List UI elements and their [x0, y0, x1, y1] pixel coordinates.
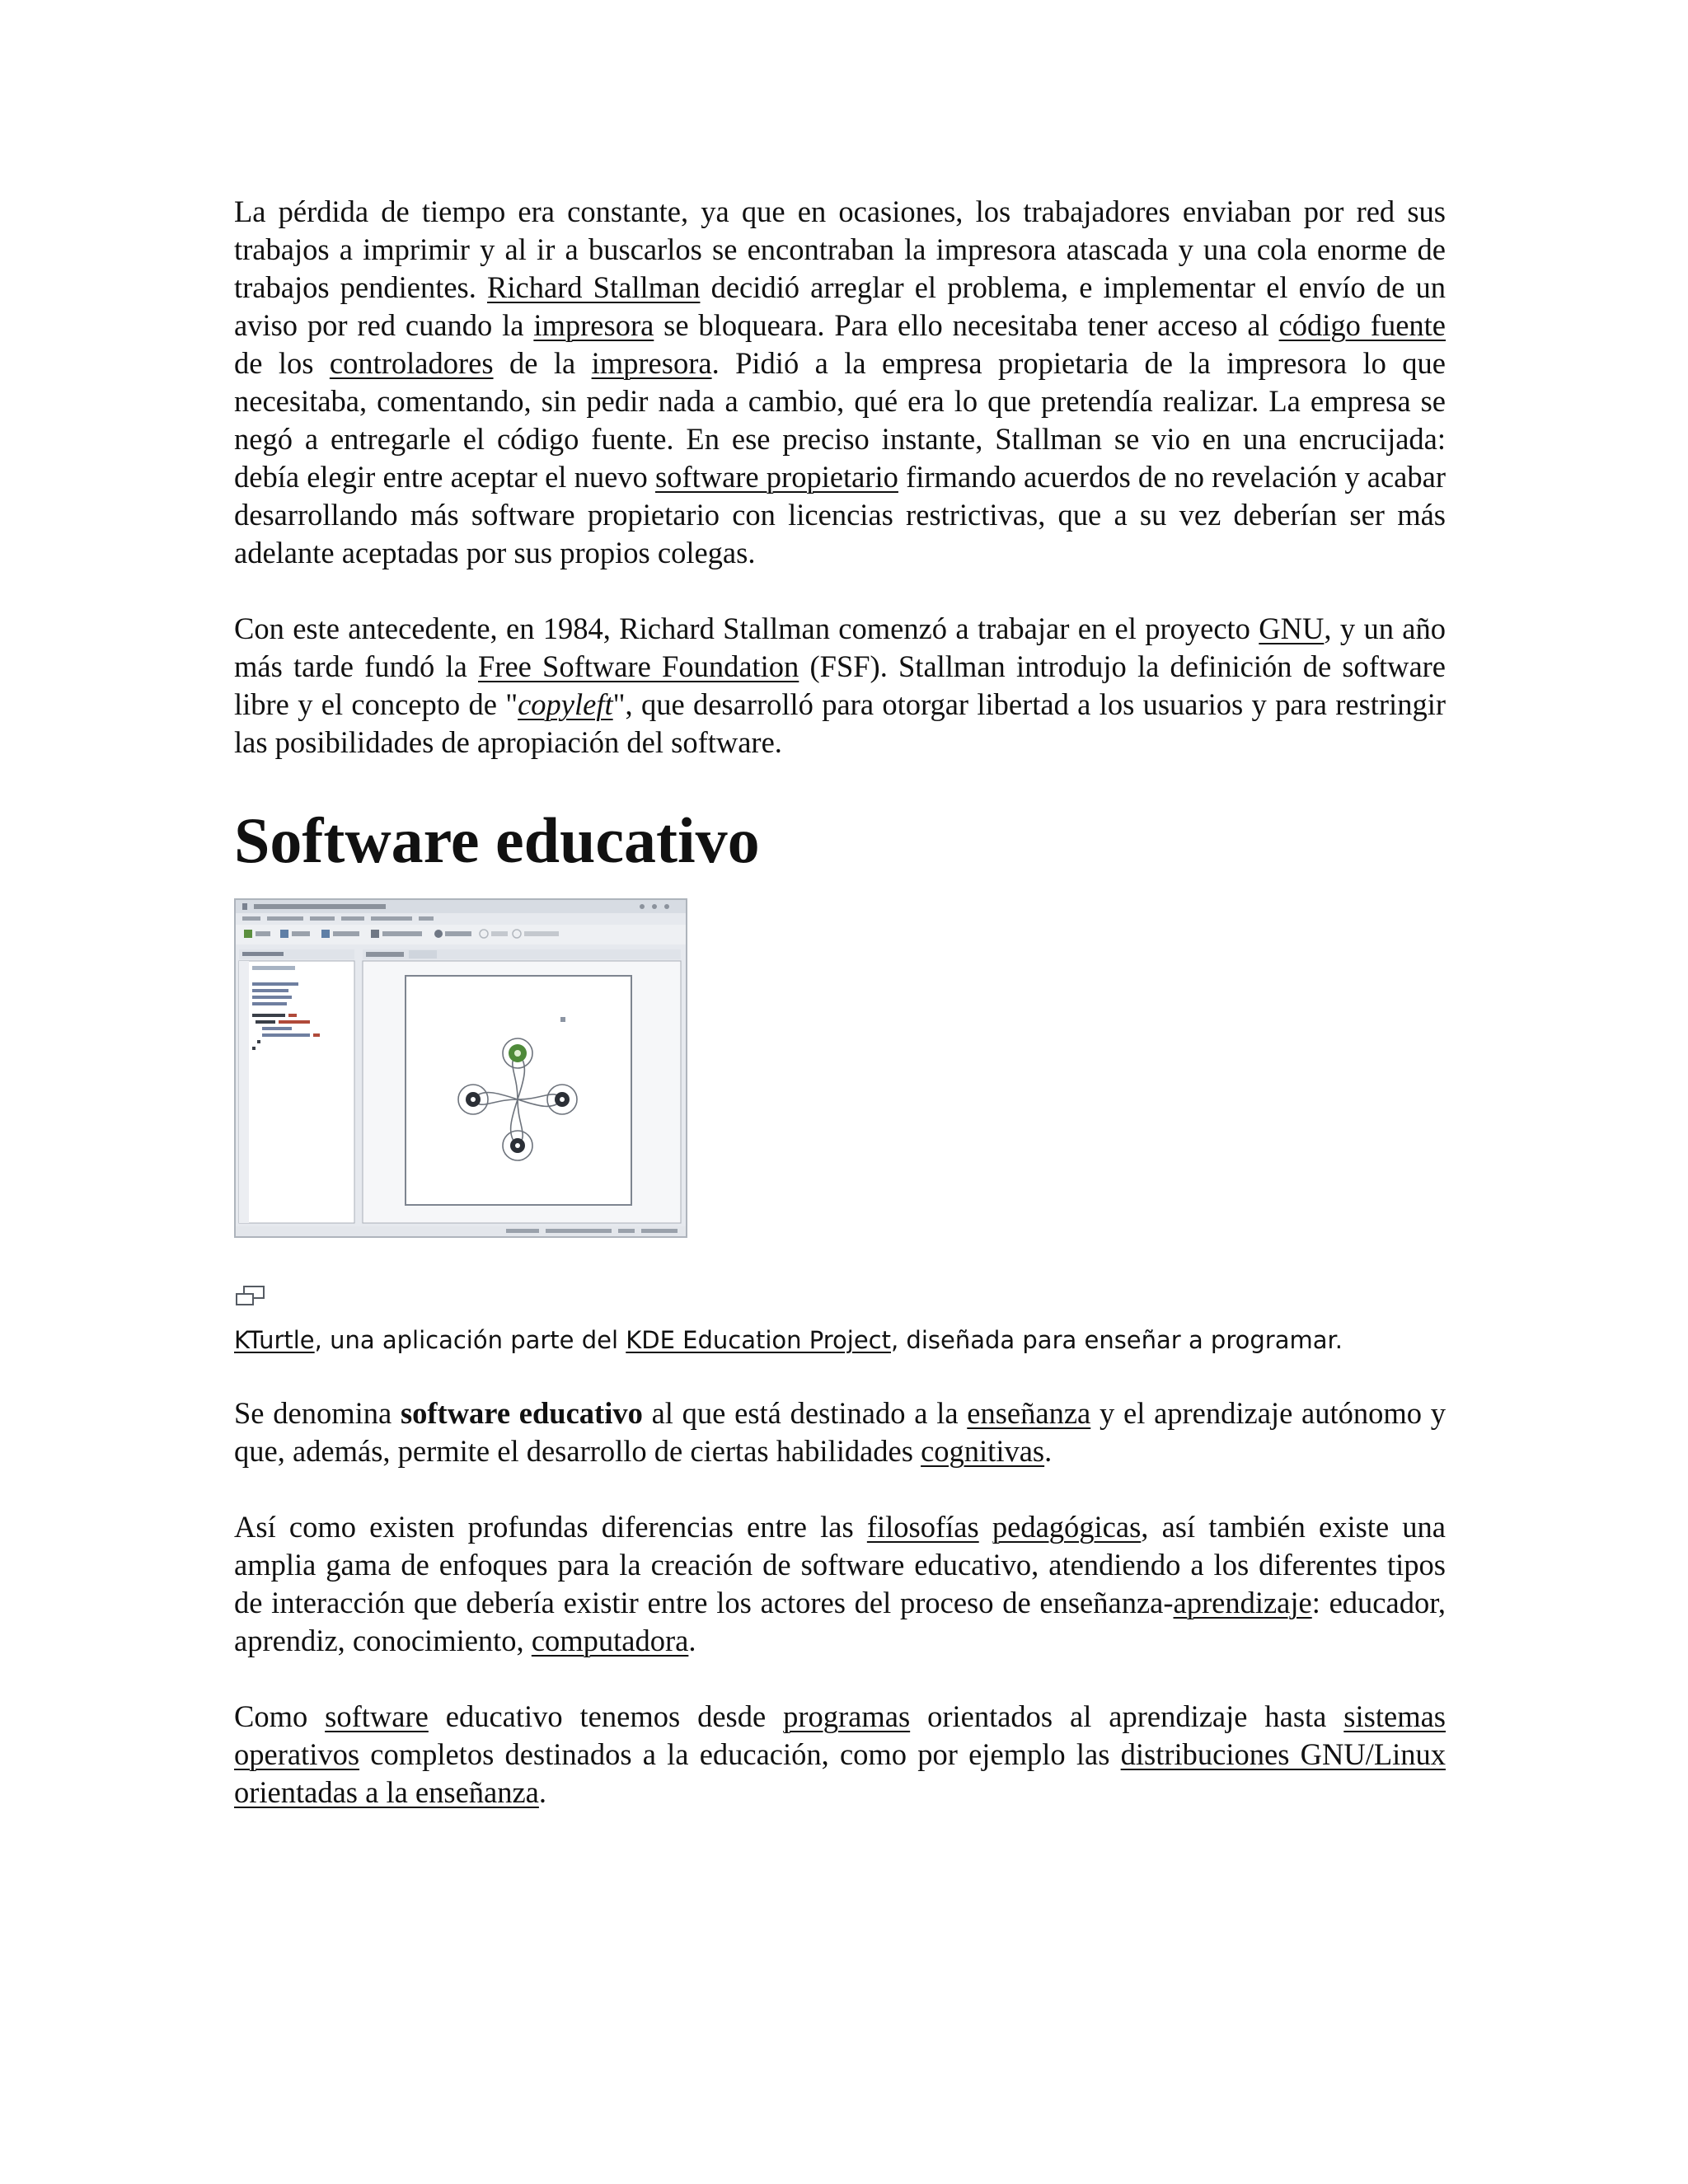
link-sistemas-operativos[interactable]: sistemas operativos: [234, 1699, 1446, 1771]
link-gnu[interactable]: GNU: [1259, 612, 1325, 645]
link-impresora[interactable]: impresora: [533, 308, 654, 342]
text: Como: [234, 1699, 326, 1733]
text: ", que desarrolló para otorgar libertad a los usuarios y para restringir las posibilidades de apropiación del software.: [234, 687, 1446, 759]
link-aprendizaje[interactable]: aprendizaje: [1173, 1586, 1312, 1619]
link-codigo-fuente[interactable]: código fuente: [1278, 308, 1446, 342]
link-computadora[interactable]: computadora: [531, 1624, 689, 1657]
text: Así como existen profundas diferencias entre las: [234, 1510, 867, 1544]
text: educativo tenemos desde: [428, 1699, 784, 1733]
text: , así también existe una amplia gama de enfoques para la creación de software educativo, atendiendo a los diferentes tipos de interacción que debería existir entre los actores del proceso de enseñanza-: [234, 1510, 1446, 1619]
text: : educador, aprendiz, conocimiento,: [234, 1586, 1447, 1657]
text: completos destinados a la educación, como por ejemplo las: [359, 1737, 1121, 1771]
document-page: [234, 193, 1446, 1811]
link-programas[interactable]: programas: [783, 1699, 911, 1733]
link-software[interactable]: software: [325, 1699, 429, 1733]
text: firmando acuerdos de no revelación y acabar desarrollando más software propietario con licencias restrictivas, que a su vez deberían ser más adelante aceptadas por sus propios colegas.: [234, 460, 1446, 569]
link-free-software-foundation[interactable]: Free Software Foundation: [478, 649, 799, 683]
paragraph-gnu-fsf: [234, 610, 1446, 762]
link-kturtle[interactable]: KTurtle: [234, 1326, 315, 1354]
link-distribuciones-gnu-linux[interactable]: distribuciones GNU/Linux orientadas a la enseñanza: [234, 1737, 1447, 1809]
text: La pérdida de tiempo era constante, ya que en ocasiones, los trabajadores enviaban por red sus trabajos a imprimir y al ir a buscarlos se encontraban la impresora atascada y una cola enorme de trabajos pendientes.: [234, 194, 1446, 304]
link-ensenanza[interactable]: enseñanza: [967, 1396, 1091, 1430]
paragraph-examples: [234, 1698, 1446, 1811]
link-impresora-2[interactable]: impresora: [591, 346, 712, 380]
link-software-propietario[interactable]: software propietario: [654, 460, 898, 494]
text: , diseñada para enseñar a programar.: [890, 1326, 1343, 1354]
link-cognitivas[interactable]: cognitivas: [921, 1434, 1045, 1468]
text: . Pidió a la empresa propietaria de la impresora lo que necesitaba, comentando, sin pedir nada a cambio, qué era lo que pretendía realizar. La empresa se negó a entregarle el código fuente. En ese preciso instante, Stallman se vio en una encrucijada: debía elegir entre aceptar el nuevo: [234, 346, 1447, 494]
link-filosofias[interactable]: filosofías: [866, 1510, 979, 1544]
text: (FSF). Stallman introdujo la definición de software libre y el concepto de ": [234, 649, 1446, 721]
text: Se denomina: [234, 1396, 401, 1430]
link-controladores[interactable]: controladores: [329, 346, 494, 380]
link-kde-education-project[interactable]: KDE Education Project: [626, 1326, 891, 1354]
link-copyleft[interactable]: copyleft: [518, 687, 613, 721]
link-richard-stallman[interactable]: Richard Stallman: [487, 270, 701, 304]
text: .: [688, 1624, 696, 1657]
text: .: [538, 1775, 546, 1809]
text: .: [1044, 1434, 1053, 1468]
text: al que está destinado a la: [642, 1396, 968, 1430]
text: orientados al aprendizaje hasta: [910, 1699, 1344, 1733]
text: , una aplicación parte del: [314, 1326, 626, 1354]
kturtle-screenshot-image[interactable]: [234, 898, 687, 1238]
text: de la: [493, 346, 592, 380]
text: Con este antecedente, en 1984, Richard Stallman comenzó a trabajar en el proyecto: [234, 612, 1259, 645]
text: [979, 1510, 992, 1544]
enlarge-icon[interactable]: [234, 1279, 267, 1302]
text: se bloqueara. Para ello necesitaba tener acceso al: [654, 308, 1279, 342]
link-pedagogicas[interactable]: pedagógicas: [992, 1510, 1142, 1544]
figure-caption: [234, 1324, 1446, 1357]
paragraph-stallman-printer: [234, 193, 1446, 572]
bold-term: software educativo: [400, 1396, 643, 1430]
paragraph-definition: [234, 1394, 1446, 1470]
text: decidió arreglar el problema, e implementar el envío de un aviso por red cuando la: [234, 270, 1446, 342]
text: , y un año más tarde fundó la: [234, 612, 1446, 683]
text: y el aprendizaje autónomo y que, además, permite el desarrollo de ciertas habilidades: [234, 1396, 1446, 1468]
section-heading: Software educativo: [234, 804, 760, 876]
text: de los: [234, 346, 330, 380]
paragraph-philosophies: [234, 1508, 1446, 1660]
